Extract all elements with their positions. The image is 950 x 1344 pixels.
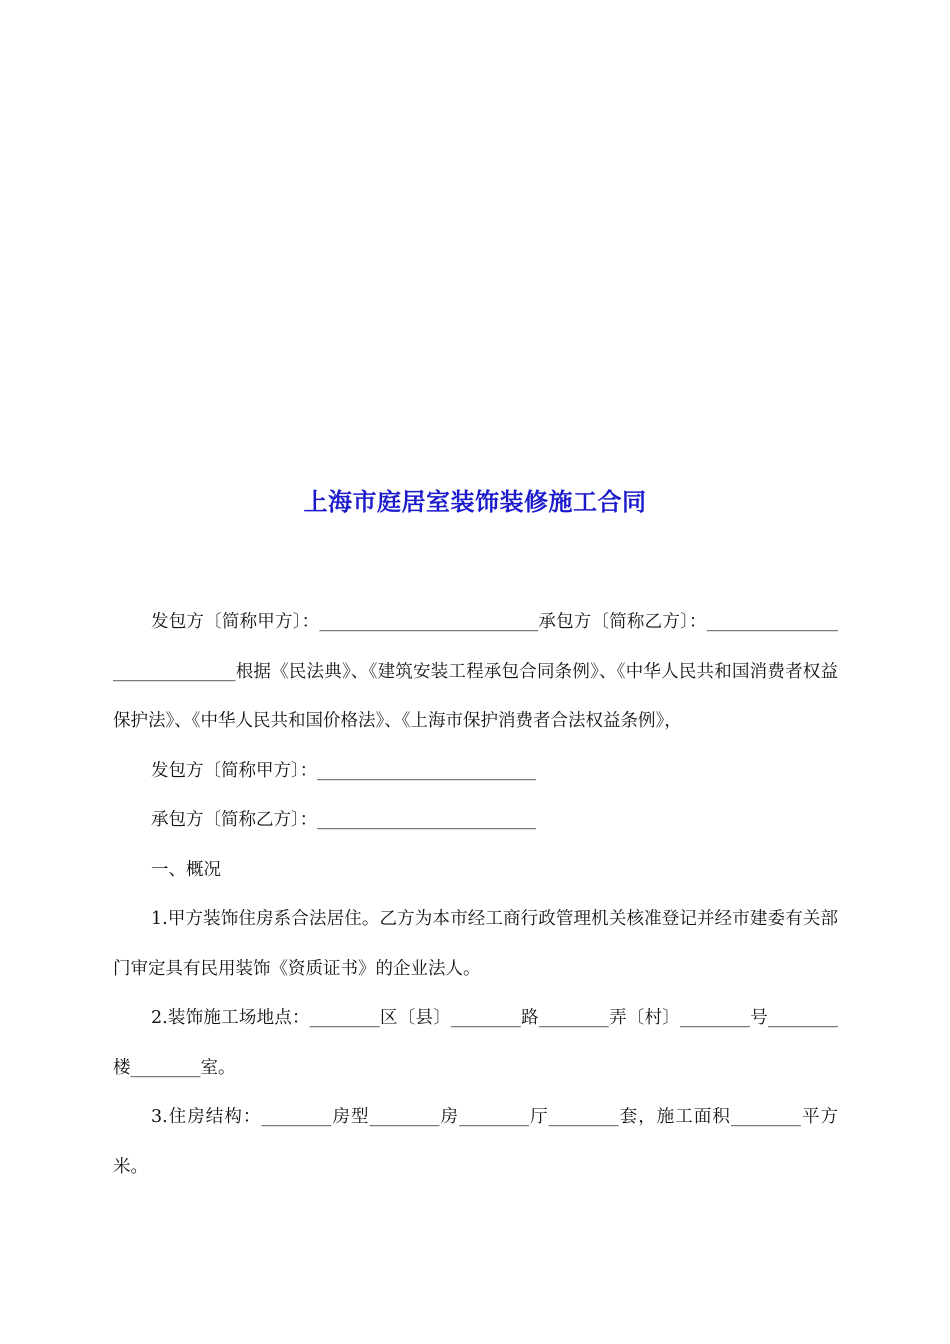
paragraph-item-3: 3.住房结构：________房型________房________厅________套，施工面积________平方米。: [113, 1107, 838, 1177]
paragraph-item-2: 2.装饰施工场地点：________区〔县〕________路________弄〔村〕________号________楼________室。: [113, 1008, 838, 1078]
document-body: [113, 598, 838, 1192]
paragraph-party-a: 发包方〔简称甲方〕：_________________________: [151, 760, 536, 781]
paragraph-item-1: 1.甲方装饰住房系合法居住。乙方为本市经工商行政管理机关核准登记并经市建委有关部门审定具有民用装饰《资质证书》的企业法人。: [113, 909, 838, 979]
paragraph-party-b: 承包方〔简称乙方〕：_________________________: [151, 810, 536, 830]
paragraph-preamble: 发包方〔简称甲方〕：_________________________承包方〔简称乙方〕：_____________________________根据《民法典》、《建筑安装工程承包合同条例》、《中华人民共和国消费者权益保护法》、《中华人民共和国价格法》、《上海市保护消费者合法权益条例》，: [113, 612, 838, 731]
section-heading-overview: 一、概况: [151, 859, 221, 880]
document-title: 上海市庭居室装饰装修施工合同: [303, 487, 647, 516]
